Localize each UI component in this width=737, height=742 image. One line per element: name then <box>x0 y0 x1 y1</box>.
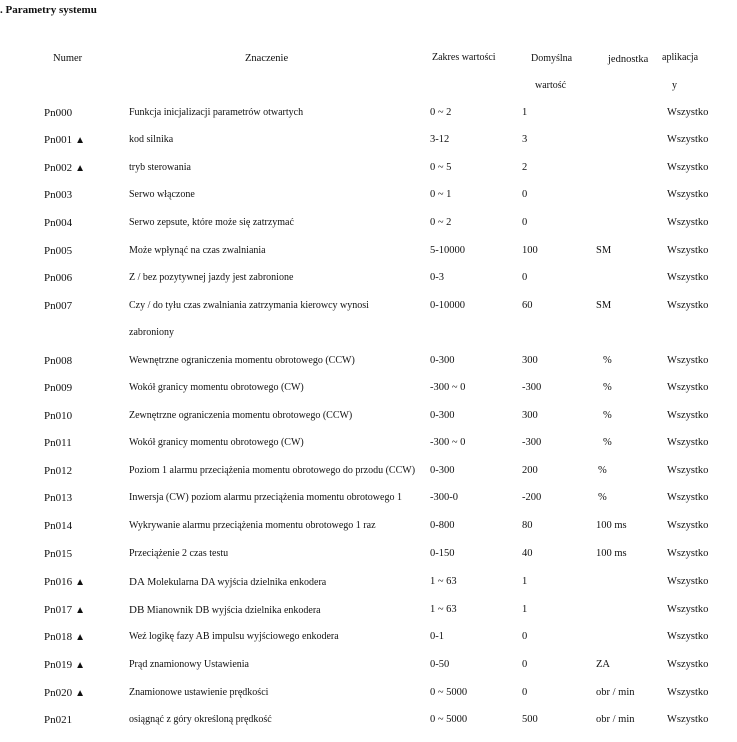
param-range: 0 ~ 5 <box>430 162 452 173</box>
param-meaning <box>129 576 326 588</box>
param-number-text: Pn002 <box>44 162 73 174</box>
param-number <box>44 217 72 229</box>
param-number-text: Pn012 <box>44 465 73 477</box>
param-application: Wszystko <box>667 631 709 642</box>
param-meaning <box>129 245 266 256</box>
param-meaning-text: tryb sterowania <box>129 162 191 173</box>
param-default: 0 <box>522 189 528 200</box>
param-default: 3 <box>522 134 528 145</box>
table-row <box>0 107 737 134</box>
table-row <box>0 548 737 575</box>
param-meaning-text: Poziom 1 alarmu przeciążenia momentu obrotowego do przodu (CCW) <box>129 465 416 476</box>
section-title: . Parametry systemu <box>0 4 97 16</box>
triangle-marker-icon: ▲ <box>75 135 86 146</box>
param-application: Wszystko <box>667 382 709 393</box>
param-unit: ZA <box>596 659 610 670</box>
param-default: 200 <box>522 465 538 476</box>
param-meaning <box>129 162 191 173</box>
param-number <box>44 631 85 643</box>
param-application: Wszystko <box>667 410 709 421</box>
table-row <box>0 134 737 161</box>
param-meaning-text: Z / bez pozytywnej jazdy jest zabronione <box>129 272 294 283</box>
param-meaning-text: Weź logikę fazy AB impulsu wyjściowego enkodera <box>129 631 339 642</box>
param-meaning-text: Wykrywanie alarmu przeciążenia momentu obrotowego 1 raz <box>129 520 376 531</box>
param-number-text: Pn006 <box>44 272 73 284</box>
param-default: 1 <box>522 107 528 118</box>
param-application: Wszystko <box>667 134 709 145</box>
param-meaning-text: Zewnętrzne ograniczenia momentu obrotowego (CCW) <box>129 410 353 421</box>
param-range: -300 ~ 0 <box>430 437 466 448</box>
param-range: 0-50 <box>430 659 450 670</box>
param-meaning-text: Czy / do tyłu czas zwalniania zatrzymania kierowcy wynosi <box>129 300 369 311</box>
param-range: 1 ~ 63 <box>430 576 457 587</box>
param-default: 2 <box>522 162 528 173</box>
param-application: Wszystko <box>667 245 709 256</box>
table-row <box>0 492 737 519</box>
param-range: -300 ~ 0 <box>430 382 466 393</box>
param-range: 5-10000 <box>430 245 465 256</box>
param-default: 300 <box>522 410 538 421</box>
param-meaning <box>129 687 268 698</box>
param-number <box>44 576 85 588</box>
param-application: Wszystko <box>667 548 709 559</box>
table-row <box>0 162 737 189</box>
param-application: Wszystko <box>667 300 709 311</box>
triangle-marker-icon: ▲ <box>75 577 86 588</box>
param-default: -200 <box>522 492 542 503</box>
param-range: 0-300 <box>430 465 455 476</box>
param-default: 500 <box>522 714 538 725</box>
param-default: -300 <box>522 437 542 448</box>
header-number: Numer <box>53 53 83 64</box>
table-row <box>0 659 737 686</box>
param-meaning-text: Wewnętrzne ograniczenia momentu obrotowego (CCW) <box>129 355 355 366</box>
param-default: 0 <box>522 687 528 698</box>
param-meaning-text: Serwo zepsute, które może się zatrzymać <box>129 217 294 228</box>
table-row <box>0 189 737 216</box>
param-unit: 100 ms <box>596 548 627 559</box>
param-application: Wszystko <box>667 659 709 670</box>
param-meaning-text: kod silnika <box>129 134 174 145</box>
param-number-text: Pn018 <box>44 631 73 643</box>
param-meaning <box>129 548 228 559</box>
param-unit: obr / min <box>596 687 635 698</box>
param-number <box>44 465 72 477</box>
table-row <box>0 272 737 299</box>
param-meaning-text: Inwersja (CW) poziom alarmu przeciążenia momentu obrotowego 1 <box>129 492 402 503</box>
param-range: 0 ~ 1 <box>430 189 452 200</box>
param-meaning <box>129 520 376 531</box>
param-meaning <box>129 410 352 421</box>
header-app-line2: y <box>672 80 677 91</box>
triangle-marker-icon: ▲ <box>75 605 86 616</box>
param-meaning-text: Mianownik DB wyjścia dzielnika enkodera <box>146 605 321 616</box>
param-range: 1 ~ 63 <box>430 604 457 615</box>
param-application: Wszystko <box>667 520 709 531</box>
param-range: 0 ~ 5000 <box>430 714 468 725</box>
param-application: Wszystko <box>667 492 709 503</box>
param-number <box>44 382 72 394</box>
param-number <box>44 604 85 616</box>
triangle-marker-icon: ▲ <box>75 660 86 671</box>
param-number-text: Pn004 <box>44 217 73 229</box>
param-application: Wszystko <box>667 162 709 173</box>
param-meaning <box>129 604 321 616</box>
param-default: 1 <box>522 604 528 615</box>
table-row <box>0 576 737 603</box>
param-number-text: Pn011 <box>44 437 72 449</box>
param-application: Wszystko <box>667 189 709 200</box>
header-default-line1: Domyślna <box>531 53 573 64</box>
param-application: Wszystko <box>667 687 709 698</box>
param-default: 80 <box>522 520 533 531</box>
param-meaning <box>129 659 249 670</box>
param-range: 0-150 <box>430 548 455 559</box>
param-number-text: Pn016 <box>44 576 73 588</box>
param-meaning <box>129 382 304 393</box>
param-meaning <box>129 107 303 118</box>
param-number <box>44 437 72 449</box>
param-default: 40 <box>522 548 533 559</box>
param-number <box>44 492 72 504</box>
table-row <box>0 217 737 244</box>
param-meaning-text: osiągnąć z góry określoną prędkość <box>129 714 272 725</box>
param-application: Wszystko <box>667 465 709 476</box>
table-row <box>0 687 737 714</box>
header-meaning: Znaczenie <box>245 53 289 64</box>
table-row <box>0 465 737 492</box>
param-default: 300 <box>522 355 538 366</box>
param-meaning <box>129 355 355 366</box>
param-meaning-text: Przeciążenie 2 czas testu <box>129 548 229 559</box>
param-number-text: Pn000 <box>44 107 73 119</box>
param-application: Wszystko <box>667 217 709 228</box>
param-meaning-text: Molekularna DA wyjścia dzielnika enkodera <box>147 577 327 588</box>
param-range: 0-800 <box>430 520 455 531</box>
param-meaning <box>129 217 294 228</box>
param-number-text: Pn017 <box>44 604 73 616</box>
param-number <box>44 272 72 284</box>
param-number <box>44 300 72 312</box>
param-meaning-text: Znamionowe ustawienie prędkości <box>129 687 269 698</box>
param-meaning <box>129 134 173 145</box>
param-meaning-text: Prąd znamionowy Ustawienia <box>129 659 249 670</box>
param-number <box>44 134 85 146</box>
param-meaning-text: Wokół granicy momentu obrotowego (CW) <box>129 382 304 393</box>
param-number-text: Pn007 <box>44 300 73 312</box>
param-meaning-text: Wokół granicy momentu obrotowego (CW) <box>129 437 304 448</box>
param-number-text: Pn014 <box>44 520 73 532</box>
param-meaning-text: Serwo włączone <box>129 189 195 200</box>
header-default-line2: wartość <box>535 80 567 91</box>
param-default: 0 <box>522 659 528 670</box>
param-default: -300 <box>522 382 542 393</box>
param-number-text: Pn009 <box>44 382 73 394</box>
param-default: 1 <box>522 576 528 587</box>
param-unit: obr / min <box>596 714 635 725</box>
param-number <box>44 548 72 560</box>
param-number-text: Pn021 <box>44 714 73 726</box>
param-number-text: Pn001 <box>44 134 73 146</box>
param-number-text: Pn015 <box>44 548 73 560</box>
param-application: Wszystko <box>667 437 709 448</box>
table-row <box>0 300 737 338</box>
param-meaning <box>129 714 272 725</box>
param-number <box>44 687 85 699</box>
param-application: Wszystko <box>667 576 709 587</box>
param-unit: % <box>603 437 612 448</box>
param-default: 0 <box>522 217 528 228</box>
param-number <box>44 245 72 257</box>
param-range: 0-1 <box>430 631 444 642</box>
param-meaning <box>129 465 415 476</box>
param-range: 0 ~ 2 <box>430 107 452 118</box>
param-unit: % <box>603 410 612 421</box>
param-number <box>44 714 72 726</box>
param-default: 0 <box>522 631 528 642</box>
param-meaning <box>129 300 369 338</box>
param-number-text: Pn005 <box>44 245 73 257</box>
param-meaning <box>129 492 402 503</box>
param-range: 0 ~ 5000 <box>430 687 468 698</box>
param-number <box>44 659 85 671</box>
param-unit: % <box>598 492 607 503</box>
param-number <box>44 520 72 532</box>
param-number-text: Pn003 <box>44 189 73 201</box>
header-unit: jednostka <box>608 54 649 65</box>
param-application: Wszystko <box>667 714 709 725</box>
table-row <box>0 245 737 272</box>
param-range: 3-12 <box>430 134 450 145</box>
param-number <box>44 355 72 367</box>
param-number-text: Pn020 <box>44 687 73 699</box>
param-unit: % <box>603 355 612 366</box>
table-row <box>0 520 737 547</box>
param-range: 0-300 <box>430 355 455 366</box>
table-row <box>0 714 737 741</box>
param-unit: % <box>598 465 607 476</box>
param-application: Wszystko <box>667 355 709 366</box>
param-meaning-abbr: DA <box>129 576 145 588</box>
param-meaning-text: Może wpłynąć na czas zwalniania <box>129 245 266 256</box>
param-number-text: Pn008 <box>44 355 73 367</box>
param-range: -300-0 <box>430 492 458 503</box>
param-unit: SM <box>596 245 612 256</box>
header-range: Zakres wartości <box>432 52 496 63</box>
table-row <box>0 604 737 631</box>
param-number <box>44 162 85 174</box>
param-application: Wszystko <box>667 604 709 615</box>
param-application: Wszystko <box>667 107 709 118</box>
table-row <box>0 631 737 658</box>
param-range: 0-3 <box>430 272 444 283</box>
param-meaning <box>129 272 293 283</box>
param-meaning <box>129 437 304 448</box>
param-range: 0 ~ 2 <box>430 217 452 228</box>
param-meaning-abbr: DB <box>129 604 145 616</box>
param-unit: % <box>603 382 612 393</box>
param-application: Wszystko <box>667 272 709 283</box>
param-range: 0-300 <box>430 410 455 421</box>
param-number <box>44 107 72 119</box>
param-number <box>44 410 72 422</box>
header-app-line1: aplikacja <box>662 52 699 63</box>
triangle-marker-icon: ▲ <box>75 632 86 643</box>
param-number-text: Pn019 <box>44 659 73 671</box>
table-row <box>0 355 737 382</box>
param-number <box>44 189 72 201</box>
param-default: 100 <box>522 245 538 256</box>
param-unit: SM <box>596 300 612 311</box>
table-row <box>0 382 737 409</box>
table-row <box>0 437 737 464</box>
param-unit: 100 ms <box>596 520 627 531</box>
param-meaning-text: Funkcja inicjalizacji parametrów otwartych <box>129 107 304 118</box>
param-meaning <box>129 189 195 200</box>
param-number-text: Pn010 <box>44 410 73 422</box>
param-number-text: Pn013 <box>44 492 73 504</box>
param-default: 0 <box>522 272 528 283</box>
triangle-marker-icon: ▲ <box>75 688 86 699</box>
triangle-marker-icon: ▲ <box>75 163 86 174</box>
param-meaning-continuation: zabroniony <box>129 327 174 338</box>
param-meaning <box>129 631 339 642</box>
param-default: 60 <box>522 300 533 311</box>
table-row <box>0 410 737 437</box>
param-range: 0-10000 <box>430 300 465 311</box>
